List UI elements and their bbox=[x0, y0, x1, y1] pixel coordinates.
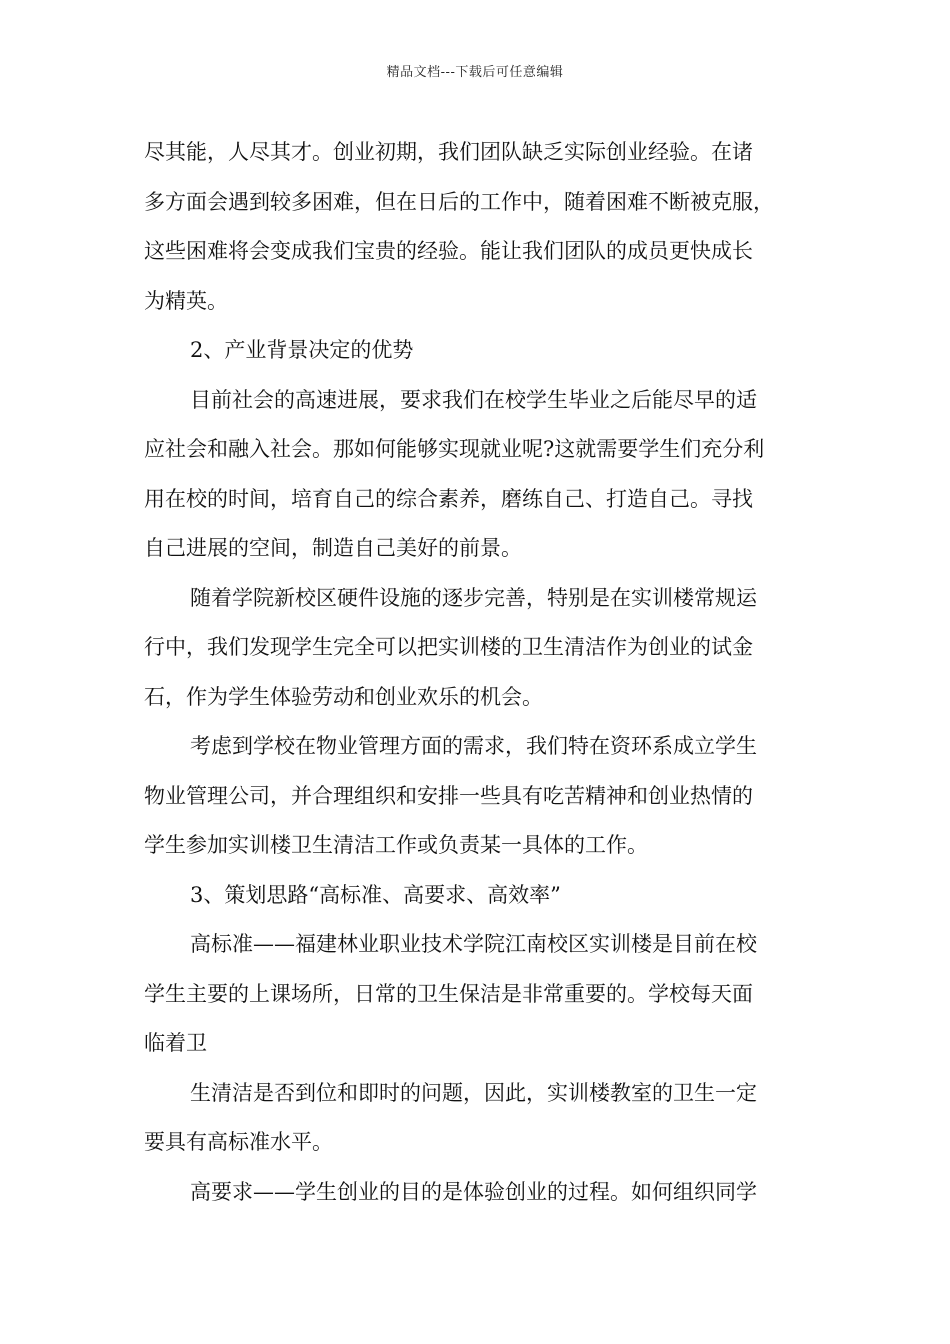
text-line: 要具有高标准水平。 bbox=[144, 1130, 333, 1154]
text-line: 为精英。 bbox=[144, 288, 228, 313]
text-line: 高标准——福建林业职业技术学院江南校区实训楼是目前在校 bbox=[190, 932, 757, 956]
text-line: 学生主要的上课场所，日常的卫生保洁是非常重要的。学校每天面 bbox=[144, 981, 753, 1006]
text-line: 随着学院新校区硬件设施的逐步完善，特别是在实训楼常规运 bbox=[190, 585, 757, 610]
page-header: 精品文档---下载后可任意编辑 bbox=[386, 65, 564, 80]
text-line: 学生参加实训楼卫生清洁工作或负责某一具体的工作。 bbox=[144, 833, 648, 857]
section-heading: 2、产业背景决定的优势 bbox=[190, 338, 414, 362]
text-line: 应社会和融入社会。那如何能够实现就业呢?这就需要学生们充分利 bbox=[144, 437, 765, 461]
text-line: 多方面会遇到较多困难，但在日后的工作中，随着困难不断被克服， bbox=[144, 189, 774, 214]
text-line: 尽其能，人尽其才。创业初期，我们团队缺乏实际创业经验。在诸 bbox=[144, 140, 753, 164]
document-body bbox=[144, 128, 810, 1217]
text-line: 用在校的时间，培育自己的综合素养，磨练自己、打造自己。寻找 bbox=[144, 486, 753, 511]
text-line: 这些困难将会变成我们宝贵的经验。能让我们团队的成员更快成长 bbox=[144, 239, 753, 263]
text-line: 自己进展的空间，制造自己美好的前景。 bbox=[144, 536, 522, 560]
text-line: 物业管理公司，并合理组织和安排一些具有吃苦精神和创业热情的 bbox=[144, 783, 753, 808]
text-line: 高要求——学生创业的目的是体验创业的过程。如何组织同学 bbox=[190, 1179, 757, 1204]
text-line: 行中，我们发现学生完全可以把实训楼的卫生清洁作为创业的试金 bbox=[144, 635, 753, 659]
text-line: 考虑到学校在物业管理方面的需求，我们特在资环系成立学生 bbox=[190, 734, 757, 758]
text-line: 生清洁是否到位和即时的问题，因此，实训楼教室的卫生一定 bbox=[190, 1080, 757, 1105]
text-line: 石，作为学生体验劳动和创业欢乐的机会。 bbox=[144, 684, 543, 709]
section-heading: 3、策划思路“高标准、高要求、高效率” bbox=[190, 882, 561, 907]
text-line: 临着卫 bbox=[144, 1031, 207, 1055]
text-line: 目前社会的高速进展，要求我们在校学生毕业之后能尽早的适 bbox=[190, 387, 757, 412]
